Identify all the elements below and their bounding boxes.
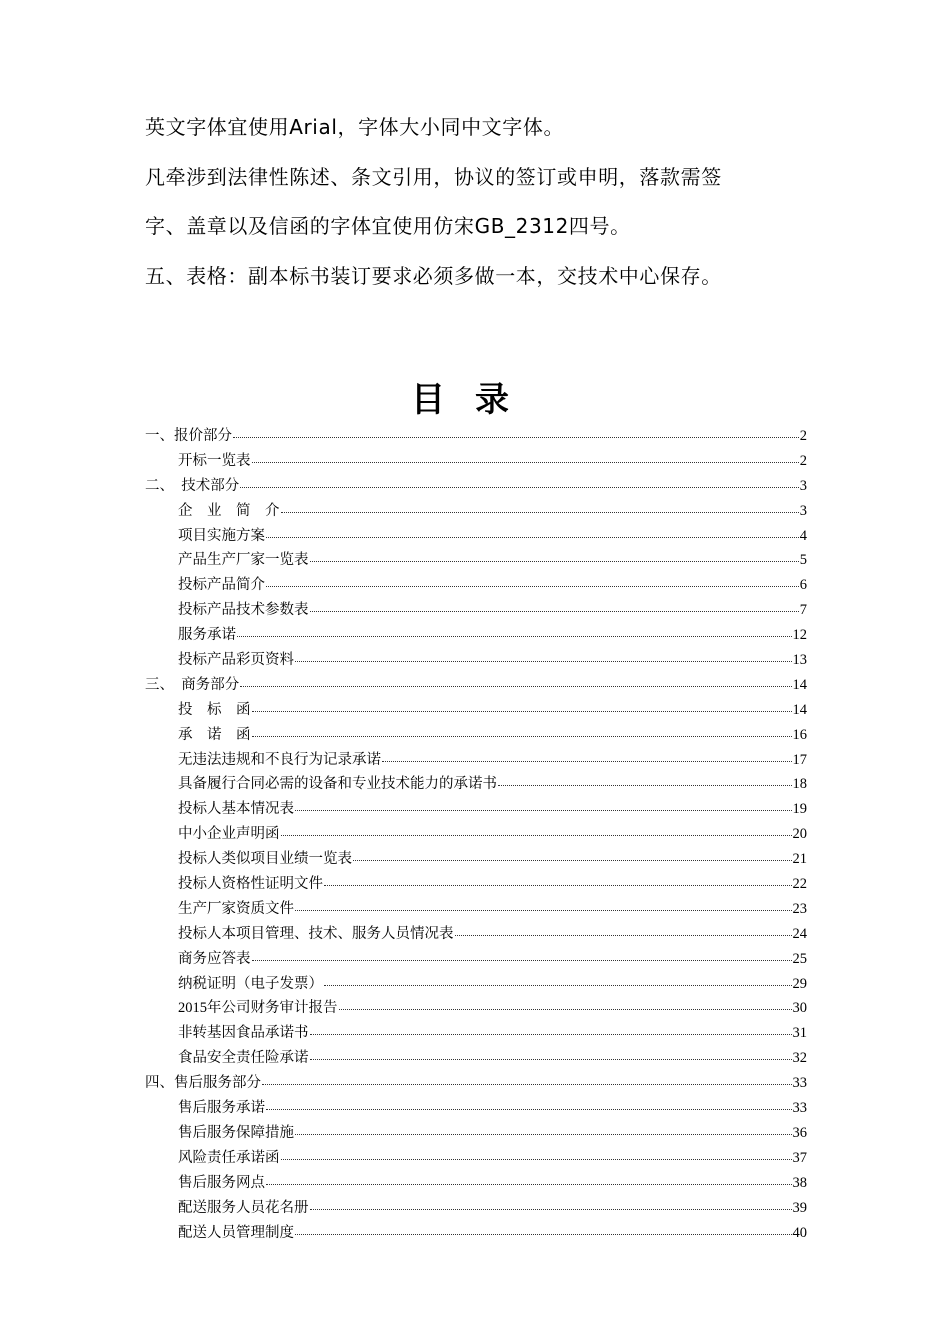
toc-entry-label: 售后服务网点 xyxy=(178,1174,265,1191)
intro-line-2: 凡牵涉到法律性陈述、条文引用，协议的签订或申明，落款需签 xyxy=(145,165,722,189)
toc-entry-label: 生产厂家资质文件 xyxy=(178,900,294,917)
toc-entry-label: 配送人员管理制度 xyxy=(178,1224,294,1241)
toc-entry-label: 投标人资格性证明文件 xyxy=(178,876,323,893)
toc-entry[interactable] xyxy=(145,822,807,847)
toc-entry[interactable] xyxy=(145,548,807,573)
toc-entry-page: 29 xyxy=(792,975,807,992)
toc-leader-dots xyxy=(382,751,792,762)
toc-entry-page: 36 xyxy=(792,1124,807,1141)
toc-entry[interactable] xyxy=(145,598,807,623)
toc-entry-page: 33 xyxy=(792,1075,807,1092)
toc-entry-label: 二、 技术部分 xyxy=(145,477,240,494)
toc-leader-dots xyxy=(266,1099,792,1110)
toc-entry-label: 商务应答表 xyxy=(178,950,251,967)
toc-entry[interactable] xyxy=(145,897,807,922)
toc-entry[interactable] xyxy=(145,1171,807,1196)
toc-entry-page: 37 xyxy=(792,1149,807,1166)
toc-leader-dots xyxy=(324,875,792,886)
toc-entry[interactable] xyxy=(145,573,807,598)
toc-entry-page: 5 xyxy=(799,552,807,569)
toc-leader-dots xyxy=(339,999,792,1010)
toc-leader-dots xyxy=(353,850,792,861)
toc-leader-dots xyxy=(310,551,799,562)
toc-leader-dots xyxy=(295,800,792,811)
toc-entry[interactable] xyxy=(145,972,807,997)
toc-entry[interactable] xyxy=(145,772,807,797)
toc-entry-page: 38 xyxy=(792,1174,807,1191)
toc-leader-dots xyxy=(266,527,799,538)
toc-entry[interactable] xyxy=(145,748,807,773)
toc-entry[interactable] xyxy=(145,449,807,474)
toc-entry-page: 23 xyxy=(792,900,807,917)
toc-entry[interactable] xyxy=(145,1046,807,1071)
toc-entry[interactable] xyxy=(145,797,807,822)
toc-leader-dots xyxy=(266,1174,792,1185)
toc-leader-dots xyxy=(240,676,791,687)
toc-entry[interactable] xyxy=(145,499,807,524)
toc-leader-dots xyxy=(295,1124,792,1135)
toc-leader-dots xyxy=(295,1224,792,1235)
toc-entry-label: 售后服务保障措施 xyxy=(178,1124,294,1141)
toc-leader-dots xyxy=(252,726,792,737)
toc-leader-dots xyxy=(266,576,799,587)
toc-entry-label: 承 诺 函 xyxy=(178,726,251,743)
toc-leader-dots xyxy=(252,452,799,463)
toc-leader-dots xyxy=(252,950,792,961)
toc-entry-label: 服务承诺 xyxy=(178,627,236,644)
toc-entry-page: 16 xyxy=(792,726,807,743)
toc-entry-page: 14 xyxy=(792,676,807,693)
toc-entry[interactable] xyxy=(145,1146,807,1171)
toc-entry-page: 25 xyxy=(792,950,807,967)
toc-entry-page: 30 xyxy=(792,1000,807,1017)
toc-entry-page: 19 xyxy=(792,801,807,818)
toc-title: 目录 xyxy=(411,380,539,420)
toc-entry[interactable] xyxy=(145,723,807,748)
toc-entry-label: 非转基因食品承诺书 xyxy=(178,1025,309,1042)
toc-entry[interactable] xyxy=(145,1096,807,1121)
toc-entry-label: 风险责任承诺函 xyxy=(178,1149,280,1166)
toc-entry[interactable] xyxy=(145,524,807,549)
toc-entry-label: 具备履行合同必需的设备和专业技术能力的承诺书 xyxy=(178,776,497,793)
toc-entry-page: 20 xyxy=(792,826,807,843)
toc-entry-page: 6 xyxy=(799,577,807,594)
toc-entry[interactable] xyxy=(145,1121,807,1146)
toc-entry-page: 33 xyxy=(792,1100,807,1117)
toc-entry[interactable] xyxy=(145,698,807,723)
toc-entry-label: 投标产品简介 xyxy=(178,577,265,594)
toc-leader-dots xyxy=(281,1149,792,1160)
toc-entry-label: 企 业 简 介 xyxy=(178,502,280,519)
toc-entry-page: 13 xyxy=(792,652,807,669)
toc-entry-label: 投标人本项目管理、技术、服务人员情况表 xyxy=(178,925,454,942)
toc-leader-dots xyxy=(233,427,799,438)
toc-entry-page: 14 xyxy=(792,701,807,718)
toc-leader-dots xyxy=(295,651,792,662)
toc-entry[interactable] xyxy=(145,1021,807,1046)
toc-entry[interactable] xyxy=(145,424,807,449)
toc-entry[interactable] xyxy=(145,872,807,897)
toc-entry-label: 项目实施方案 xyxy=(178,527,265,544)
intro-line-4: 五、表格：副本标书装订要求必须多做一本，交技术中心保存。 xyxy=(145,264,722,288)
toc-entry-page: 3 xyxy=(799,477,807,494)
toc-entry[interactable] xyxy=(145,847,807,872)
toc-entry-label: 四、售后服务部分 xyxy=(145,1075,261,1092)
toc-entry[interactable] xyxy=(145,623,807,648)
toc-leader-dots xyxy=(310,1199,792,1210)
toc-entry-label: 纳税证明（电子发票） xyxy=(178,975,323,992)
toc-leader-dots xyxy=(240,477,799,488)
toc-entry-page: 4 xyxy=(799,527,807,544)
toc-leader-dots xyxy=(252,701,792,712)
toc-leader-dots xyxy=(324,975,792,986)
toc-entry[interactable] xyxy=(145,648,807,673)
toc-leader-dots xyxy=(262,1074,792,1085)
toc-entry-page: 7 xyxy=(799,602,807,619)
toc-entry-label: 投标人基本情况表 xyxy=(178,801,294,818)
toc-entry-page: 31 xyxy=(792,1025,807,1042)
toc-entry-label: 三、 商务部分 xyxy=(145,676,240,693)
toc-entry-label: 投标产品技术参数表 xyxy=(178,602,309,619)
toc-entry-page: 39 xyxy=(792,1199,807,1216)
toc-leader-dots xyxy=(310,1049,792,1060)
toc-leader-dots xyxy=(281,825,792,836)
toc-entry-page: 17 xyxy=(792,751,807,768)
toc-entry-page: 22 xyxy=(792,876,807,893)
toc-leader-dots xyxy=(237,626,792,637)
toc-entry-page: 2 xyxy=(799,428,807,444)
toc-leader-dots xyxy=(310,1024,792,1035)
toc-entry-label: 一、报价部分 xyxy=(145,428,232,444)
toc-entry-label: 中小企业声明函 xyxy=(178,826,280,843)
toc-entry-page: 40 xyxy=(792,1224,807,1241)
toc-entry-label: 无违法违规和不良行为记录承诺 xyxy=(178,751,381,768)
toc-leader-dots xyxy=(310,601,799,612)
toc-entry[interactable] xyxy=(145,474,807,499)
intro-line-3: 字、盖章以及信函的字体宜使用仿宋GB_2312四号。 xyxy=(145,214,631,238)
toc-entry[interactable] xyxy=(145,922,807,947)
toc-entry-label: 产品生产厂家一览表 xyxy=(178,552,309,569)
intro-line-1: 英文字体宜使用Arial，字体大小同中文字体。 xyxy=(145,115,565,139)
toc-entry-label: 投标产品彩页资料 xyxy=(178,652,294,669)
toc-entry-page: 21 xyxy=(792,851,807,868)
toc-entry-label: 售后服务承诺 xyxy=(178,1100,265,1117)
toc-entry-label: 投标人类似项目业绩一览表 xyxy=(178,851,352,868)
toc-entry[interactable] xyxy=(145,1221,807,1246)
toc-entry-page: 2 xyxy=(799,452,807,469)
toc-entry[interactable] xyxy=(145,996,807,1021)
toc-leader-dots xyxy=(455,925,792,936)
toc-entry-page: 12 xyxy=(792,627,807,644)
toc-leader-dots xyxy=(281,502,799,513)
toc-entry-label: 食品安全责任险承诺 xyxy=(178,1050,309,1067)
toc-leader-dots xyxy=(295,900,792,911)
toc-entry[interactable] xyxy=(145,1071,807,1096)
toc-entry-page: 24 xyxy=(792,925,807,942)
toc-entry[interactable] xyxy=(145,673,807,698)
toc-entry-page: 3 xyxy=(799,502,807,519)
toc-entry-label: 配送服务人员花名册 xyxy=(178,1199,309,1216)
toc-entry-label: 投 标 函 xyxy=(178,701,251,718)
toc-entry-label: 2015年公司财务审计报告 xyxy=(178,1000,338,1017)
table-of-contents xyxy=(145,424,807,1245)
toc-entry[interactable] xyxy=(145,947,807,972)
toc-entry-page: 18 xyxy=(792,776,807,793)
toc-leader-dots xyxy=(498,775,792,786)
toc-entry-label: 开标一览表 xyxy=(178,452,251,469)
toc-entry-page: 32 xyxy=(792,1050,807,1067)
toc-entry[interactable] xyxy=(145,1196,807,1221)
